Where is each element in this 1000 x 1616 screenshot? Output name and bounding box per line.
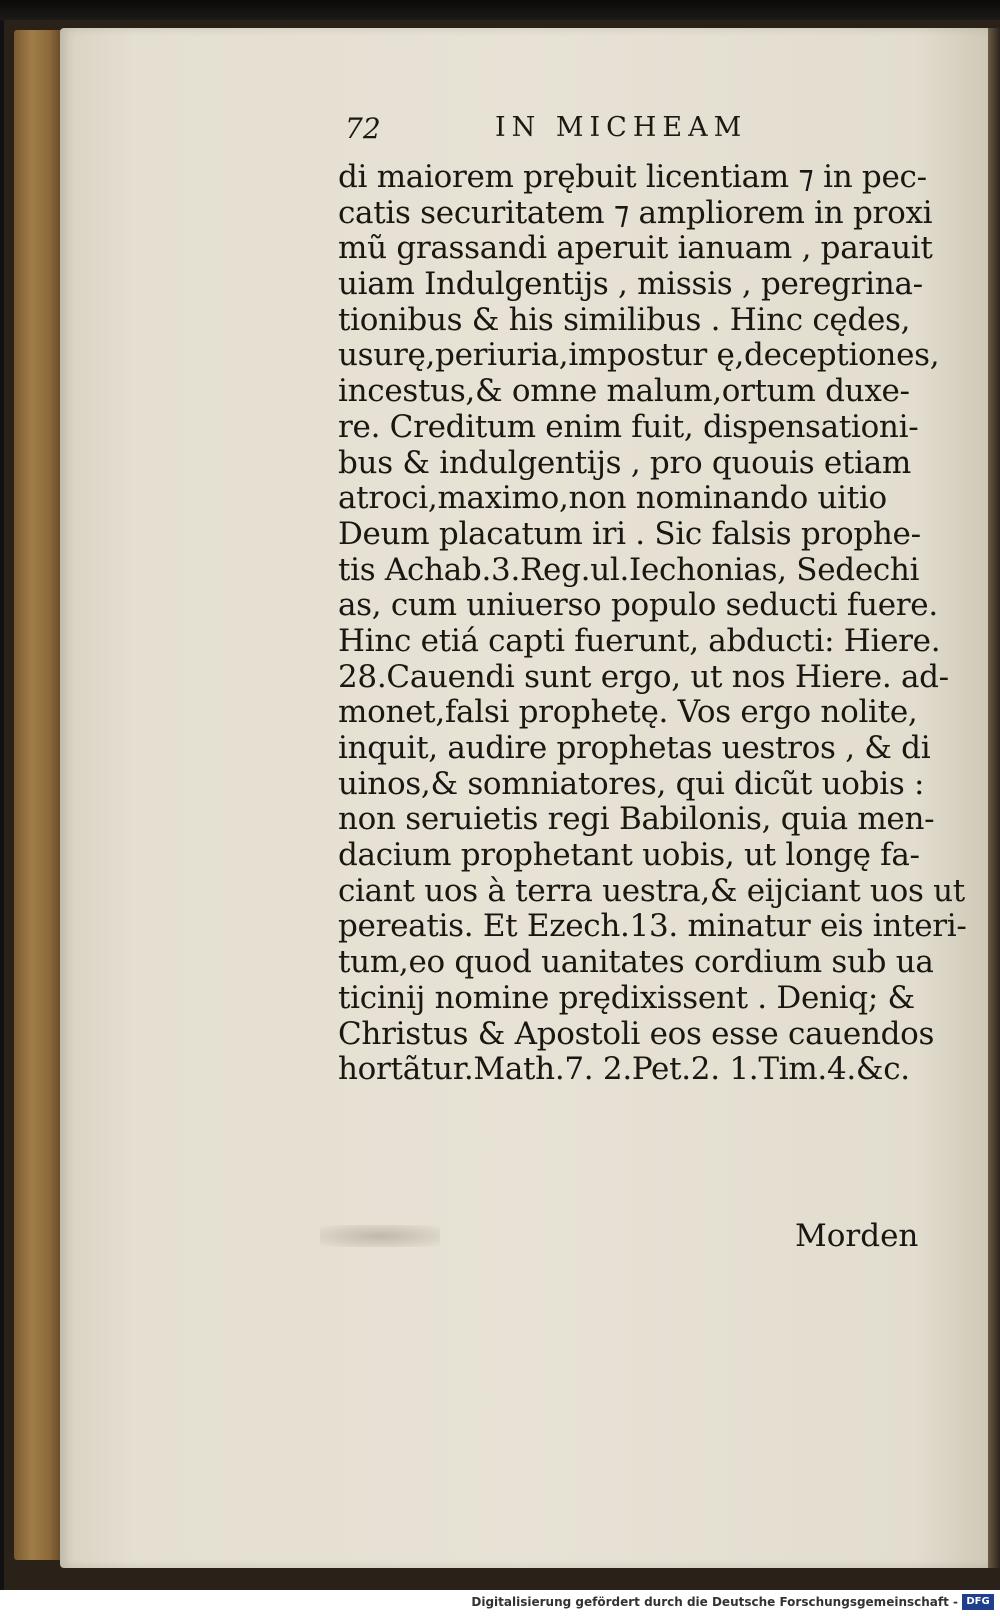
scan-top-border [0,0,1000,20]
page-edge [14,30,64,1560]
dfg-logo: DFG [962,1594,994,1610]
text-line: di maiorem prębuit licentiam ⁊ in pec- [338,159,927,195]
text-line: pereatis. Et Ezech.13. minatur eis interi- [338,908,967,945]
text-line: uinos,& somniatores, qui dicũt uobis : [338,765,925,802]
text-line: as, cum uniuerso populo seducti fuere. [338,587,938,624]
text-line: catis securitatem ⁊ ampliorem in proxi [338,194,933,231]
text-line: tum,eo quod uanitates cordium sub ua [338,944,934,981]
digitization-footer [0,1590,1000,1616]
text-line: mũ grassandi aperuit ianuam , parauit [338,230,933,267]
text-line: bus & indulgentijs , pro quouis etiam [338,444,912,481]
ink-smudge [320,1225,440,1247]
page-number: 72 [345,112,381,145]
body-text [338,159,967,1088]
scan-right-edge [988,28,1000,1568]
text-line: ticinij nomine prędixissent . Deniq; & [338,979,915,1016]
text-line: Deum placatum iri . Sic falsis prophe- [338,515,921,552]
text-line: ciant uos à terra uestra,& eijciant uos ut [338,872,965,909]
text-line: re. Creditum enim fuit, dispensationi- [338,408,919,445]
text-line: hortãtur.Math.7. 2.Pet.2. 1.Tim.4.&c. [338,1051,910,1088]
text-line: monet,falsi prophetę. Vos ergo nolite, [338,694,918,731]
text-line: uiam Indulgentijs , missis , peregrina- [338,266,923,303]
catchword: Morden [795,1218,919,1254]
running-title: IN MICHEAM [495,112,748,143]
text-line: non seruietis regi Babilonis, quia men- [338,801,935,838]
text-line: tis Achab.3.Reg.ul.Iechonias, Sedechi [338,551,920,588]
page-header [345,112,825,152]
funding-credit: Digitalisierung gefördert durch die Deutsche Forschungsgemeinschaft - [471,1595,958,1609]
text-line: dacium prophetant uobis, ut longę fa- [338,837,920,874]
text-line: Hinc etiá capti fuerunt, abducti: Hiere. [338,622,941,659]
text-line: inquit, audire prophetas uestros , & di [338,730,931,766]
text-line: Christus & Apostoli eos esse cauendos [338,1015,935,1052]
text-line: incestus,& omne malum,ortum duxe- [338,373,910,410]
text-line: 28.Cauendi sunt ergo, ut nos Hiere. ad- [338,658,949,695]
text-line: tionibus & his similibus . Hinc cędes, [338,301,911,338]
text-line: usurę,periuria,impostur ę,deceptiones, [338,337,940,374]
text-line: atroci,maximo,non nominando uitio [338,480,887,517]
